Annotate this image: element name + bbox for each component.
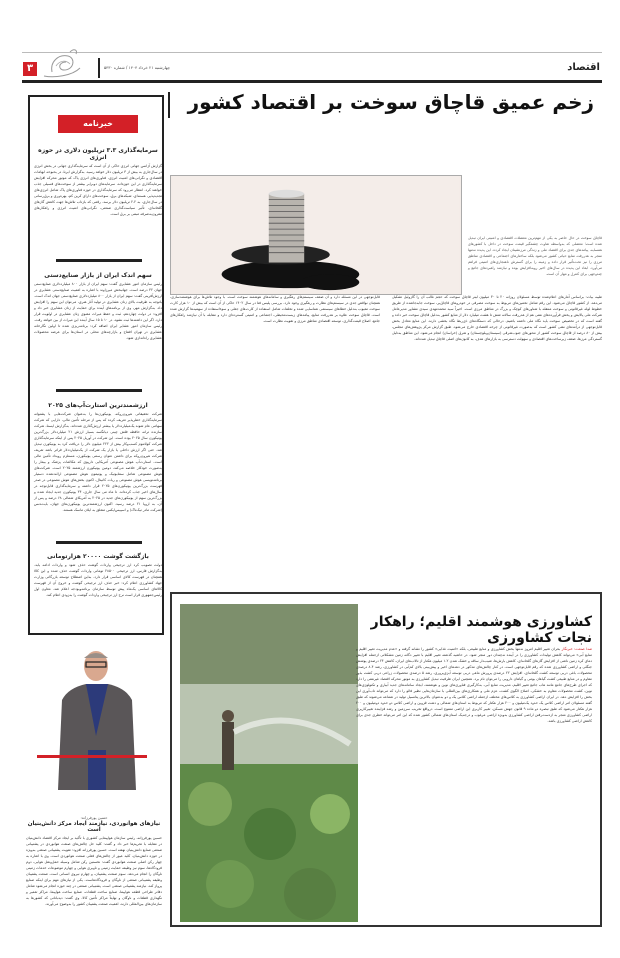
newspaper-logo-icon xyxy=(40,46,90,80)
news-item-body: دولت تصویب کرد ارز ترجیحی واردات گوشت حذف شود و واردات ادامه یابد. به‌گزارش فارس، ارز ترجیحی ۲۸۵۰۰ تومانی واردات گوشت حذف شده و این کالا همچنان در فهرست کالای اساسی قرار دارد. به‌این اصطلاح توسعه بازرگانی وزارت جهاد کشاورزی اعلام کرد: خبر حذف ارز ترجیحی گوشت و خروج آن از فهرست کالاهای اساسی یک‌ماه پیش توسط سازمان برنامه‌وبودجه اعلام شد. معاون اول رئیس‌جمهوری قرار است نرخ ارز ترجیحی واردات گوشت را به‌زودی اعلام کند. xyxy=(34,563,162,597)
news-divider xyxy=(56,541,142,544)
interview-body: حسین پورفرزانه، رئیس سازمان هواپیمایی کشوری با تأکید بر ایجاد مرکز اقتصاد دانش‌بنیان در مقابله با تحریم‌ها خبر داد و گفت: کلید حل چالش‌های صنعت هوانوردی در پشتیبانی صنعتی صنایع دانش‌بنیان نهفته است. حسین پورفرزانه افزود: تقویت پشتیبانی صنعتی به‌ویژه در حوزه دانش‌بنیان، کلید عبور از چالش‌های فعلی صنعت هوانوردی است. وی با اشاره به چهار رکن اصلی صنعت هوانوردی گفت: نخستین رکن شامل وسیله حمل‌ونقل هوایی، دوم فرودگاه‌ها، سوم نیز وظیفه حمایت زمینی و ناوبری هوایی و چهارم موضوعات خدمات زمینی ناوگان را انجام می‌دهد. سوم صنعت پشتیبان، و چهارم نیروی انسانی است. صنعت پشتیبان وظیفه پشتیبانی صنعتی از ناوگان و فرودگاه‌هاست. یکی از نیازهای مهم برای اینکه صنایع پرواز کند، نیازمند پشتیبانی صنعتی است. پشتیبانی صنعتی در چند حوزه انجام می‌شود شامل دفاتر طراحی قطعه هواپیما، صنایع ساخت قطعات، صنایع ساخت هواپیما، مراکز تعمیر و نگهداری قطعات و ناوگان و نهایتاً مراکز تأمین کالا. وی گفت: دیدبانانی که کشورها به سازمان‌های بین‌المللی دارند، اهمیت صنعت پشتیبان کشور را به‌وضوح می‌آورند. xyxy=(26,836,162,906)
portrait-red-rule xyxy=(37,755,147,758)
news-item-title: سهم اندک ایران از بازار صنایع‌دستی xyxy=(44,272,152,279)
bottom-rule xyxy=(22,80,602,83)
news-item-title: سرمایه‌گذاری ۳.۳ تریلیون دلاری در حوزه انرژی xyxy=(38,147,158,161)
news-item xyxy=(34,272,162,341)
news-item-body: شرکت تحقیقاتی هیرون‌روکه، یونیکورن‌ها را به‌عنوان شرکت‌هایی با پشتوانه سرمایه‌گذاری خطرپذیر تعریف کرده که پس از مرحله تأمین مالی، دارایی که شرکت سهامی عام شوند یک‌میلیارددلار یا بیشتر ارزش‌گذاری شده‌اند. به‌گزارش ایسنا، شرکت سازنده ترانه حافظه فلش چینی دیانگسه بسیار ارزش ۲۱ میلیارددلار بزرگ‌ترین یونیکورن سال ۲۰۲۵ بوده است. این شرکت در آوریل ۲۰۲۵ پس از اینکه سرمایه‌گذاری شرکت کوئانتوم کسب‌وکار بیش از ۲۲۲ میلیون دلار را دریافت کرد به یونیکورن تبدیل شد. حتی اگر ارزش داخلی یا بازار یک شرکت از یک‌میلیارددلار فراتر باشد تعریف شرکت هیرون‌روکه برای داشتن عنوان رسمی یونیکورن، مستلزم رویداد تأمین مالی است. استارت‌آپ هوش مصنوعی آمریکایی دارپوی که مکالمات پزشک و بیمار را به‌صورت خودکار خلاصه می‌کند، دومین یونیکورن ارزشمند ۲۰۲۵ است. شرکت‌های هوش مصنوعی شامل ستتابوتیک و پوتیمون هوش مصنوعی ارائه‌دهنده دستیار برنامه‌نویسی هوش مصنوعی و ربات کانیتال، اکنون بخش‌های هوش مصنوعی در صدر فهرست بزرگ‌ترین یونیکورن‌های ۲۰۲۵ قرار داشته و سرمایه‌گذاری قابل‌توجه در سال‌های اخیر جذب کرده‌اند. تا ماه می سال جاری، ۳۴ یونیکورن جدید ایجاد شده و بزرگ‌ترین سهم از یونیکورن‌های جدید در ۲۰۲۵ به آمریکای شمالی ۶۸ درصد و پس از آن، به اروپا ۲۱ درصد رسید. اکنون ارزشمندترین یونیکورن‌های جهان، بایت‌دنس (شرکت مادر تیک‌تاک) و اسپیس‌ایکس متعلق به ایلان ماسک هستند. xyxy=(34,412,163,512)
main-headline: زخم عمیق قاچاق سوخت بر اقتصاد کشور xyxy=(187,90,594,114)
news-item xyxy=(34,553,162,598)
interview-article xyxy=(26,815,162,907)
newspaper-page xyxy=(22,40,602,950)
interview-title: نیازهای هوانوردی، نیازمند ایجاد مرکز دانش‌بنیان است xyxy=(27,821,161,833)
agriculture-headline: کشاورزی هوشمند اقلیم؛ راهکار نجات کشاورزی xyxy=(370,614,592,646)
dateline: چهارشنبه ۲۱ خرداد ۱۴۰۴ / شماره ۵۴۳۰ xyxy=(104,65,171,70)
agriculture-text: بحران تغییر اقلیم امروز نه‌تنها بخش کشاورزی و منابع طبیعی، بلکه «امنیت غذایی» کشور را نشانه گرفته و «عدم مدیریت تغییر اقلیم و منابع آبی» می‌تواند کاهش تولیدات کشاورزی را در آینده نه‌چندان دور منجر شود. در حاشیه گذشته تغییر اقلیم با تغییر دگانه زمین مشکلاتی ازجمله افزایش دمای کره زمین ناشی از افزایش گازهای گلخانه‌ای، کاهش بارش‌ها، شیب‌دار ساقه و خشک شدن ۱.۲ میلیون هکتار از تالاب‌های ایران، کاهش ۲۴ درصدی پوشش جنگلی و اراضی کشاورزی شده که رقم قابل‌توجهی است. در کنار چالش‌های مذکور در دهه‌های اخیر و پیش‌بینی بالای کم‌آبی در کشاورزی، رشد ۸.۴ درصدی محصولات باغی دربی توسعه کشت گلخانه‌ای، افزایش ۲۲ درصدی پرورش ماهی دربی توسعه آبزی‌پروری، رشد ۵ درصدی محصولات زراعی دربی کشت بذور مقاوم و در منابع طبیعی کشت گیاهان بومی و گیاهان دارویی را می‌توان نام برد. همچنین ایران ظرفیت تبدیل کشاورزی به موتور محرکه اقتصاد غیرنفتی را دارد که اجرای طرح‌های جامع مانند هاب جامع تغییر اقلیم، مدیریت منابع آبی، به‌کارگیری فناوری‌های نوین و هوشمند، ایجاد سامانه‌های جدید آبیاری و تکنولوژی‌های نوین، کشت محصولات مقاوم به خشکی، اصلاح الگوی کشت، عزم ملی و همکاری‌های بین‌المللی با سازمان‌هایی نظیر فائو را دارد که می‌تواند تاب‌آوری این بخش را افزایش دهد. در ایران اراضی کشاورزی به کلاس‌های مختلف ازجمله اراضی کلاس یک و دو به‌عنوان بالاترین پتانسیل تولید در شماعه می‌شوند که طبق گفته مسئولان امر اراضی کلاس یک حدود یک‌میلیون و ۲۰۰ هزار هکتار که مربوط به استان‌های شمالی و دشت قزوین و اراضی کلاس دو حدود دومیلیون و ۴۰۰ هزار هکتار می‌شود که طبق تبصره دو ماده ۹ قانون جهش مسکن، تغییر کاربری این اراضی ممنوع است. درواقع تخریب سرزمین و رشد فزاینده تغییرکاربری اراضی کشاورزی منجر به ازدست‌رفتن اراضی کشاورزی به‌ویژه اراضی مرغوب و درجه‌یک استان‌های شمالی کشور شده که این امر می‌تواند خطری جدی برای کاهش اراضی کشاورزی باشد. xyxy=(356,647,593,723)
news-item xyxy=(34,402,162,513)
main-article-column-right: طیبه بیات: براساس آمارهای اعلام‌شده توسط مسئولان روزانه ۲۰ تا ۳۰ میلیون لیتر قاچاق سوخت که حجم غالب آن را گازوئیل تشکیل می‌دهد، از کشور قاچاق می‌شود. این رقم شامل تخمین‌های مربوط به سوخت مصرفی در خودروهای قاچاق‌بر، سوخت جابه‌جاشده از طریق خطوط لوله غیرقانونی و سوخت منتقله با شناورهای کوچک و بزرگ در مناطق مرزی است. اخیراً سید محمدمهدی سیدی مشاور مدیرعامل شرکت ملی پالایش و پخش فرآورده‌های نفتی هم از هدررفت سالانه شش تا هشت میلیارد دلار از منابع کشور به‌دلیل قاچاق سوخت خبر داده و گفته است که در تخصیص سوخت باید نگاه ملی داشته باشیم. درحالی که دستگاه‌های ذی‌ربط نگاه بخشی دارند. این منابع معادل بخش قابل‌توجهی از درآمدهای نفتی کشور است که به‌صورت غیرقانونی از چرخه اقتصادی خارج می‌شود. طبق گزارش مرکز پژوهش‌های مجلس، بیش از ۸۰ درصد از قاچاق سوخت کشور از محورهای جنوب‌شرقی (سیستان‌وبلوچستان) و شرق (خراسان) انجام می‌شود. این مناطق به‌دلیل گستردگی مرزها، ضعف زیرساخت‌های اقتصادی و سهولت دسترسی به بازارهای هدف، به کانون‌های اصلی قاچاق تبدیل شده‌اند. xyxy=(392,295,602,341)
news-divider xyxy=(56,389,142,392)
main-article-body xyxy=(170,294,602,580)
news-column-tag: خبرنامه xyxy=(58,115,138,133)
top-rule xyxy=(22,52,602,53)
interview-kicker: حسین پورفرزانه: xyxy=(80,815,108,820)
main-article-column-left: قابل‌توجهی در این مسئله دارد و آن ضعف سیستم‌های رهگیری و سامانه‌های هوشمند سوخت است. با وجود تلاش‌ها برای هوشمندسازی، همچنان نواقص جدی در سیستم‌های نظارت و رهگیری وجود دارد. بررسی پلیس فتا در سال ۱۴۰۲ حاکی از آن است که بیش از ۱۰ هزار کارت سوخت معیوب به‌دلیل خطاهای سیستمی شناسایی شده و تخلفات شامل استفاده از کارت‌های جعلی و سوءاستفاده از سهمیه‌ها گزارش شده است. قاچاق سوخت علاوه بر هدررفت منابع، پیامدهای زیست‌محیطی، اجتماعی و امنیتی گسترده‌ای دارد و مقابله با آن نیازمند راهکارهای جامع، اصلاح قیمت‌گذاری، توسعه اقتصادی مناطق مرزی و تقویت نظارت است. xyxy=(170,295,380,323)
fuel-coins-photo xyxy=(170,175,462,295)
irrigation-photo xyxy=(180,604,358,922)
section-title: اقتصاد xyxy=(567,62,600,73)
masthead-separator xyxy=(98,58,100,78)
portrait-photo xyxy=(28,640,164,790)
agriculture-article xyxy=(170,592,602,927)
news-divider xyxy=(56,259,142,262)
news-item xyxy=(34,147,162,217)
news-item-body: رئیس سازمان امور عشایری گفت: سهم ایران از بازار ۸۰۰ میلیارددلاری صنایع‌دستی جهان ۳۲ درصد است. جهانبخش میرزاوند با اشاره به اهمیت صنایع‌دستی عشایری در ارزش‌آفرینی گفت: سهم ایران از بازار ۸۰۰ میلیارددلاری صنایع‌دستی جهان اندک است. باتوجه به ظرفیت بالای زنان عشایری در تولید آثار هنری، می‌توان این سهم را افزایش داد. به‌گزارش مهر، وی از برنامه‌های آینده برای حمایت از زنان عشایری خبر داد و افزود: در دولت چهاردهم، ثبت و حفظ میراث معنوی زنان عشایری در اولویت قرار دارد. اگر این داشته‌ها ثبت نشود، در ۱۰ تا ۱۵ سال آینده این میراث از بین خواهد رفت. رئیس سازمان امور عشایر ایران اضافه کرد: برنامه‌ریزی شده تا اولین نگارخانه عشایری در تهران افتتاح و بازارچه‌های محلی در استان‌ها برای عرضه محصولات عشایری راه‌اندازی شود. xyxy=(34,282,162,340)
page-number-badge: ۳ xyxy=(23,62,37,76)
news-item-body: گزارش آژانس جهانی انرژی حاکی از آن است که سرمایه‌گذاری جهانی در بخش انرژی در سال‌جاری به بیش از ۳ تریلیون دلار خواهد رسید. به‌گزارش ایرنا، در بحبوحه ابهامات اقتصادی و نگرانی‌های امنیت انرژی، فناوری‌های انرژی پاک که موتور محرکه افزایش سرمایه‌گذاری در این حوزه‌اند، سرمایه‌های دوبرابر بیشتر از سوخت‌های فسیلی جذب خواهند کرد. انتظار می‌رود که سرمایه‌گذاری در حوزه فناوری‌های پاک شامل انرژی‌های تجدیدپذیر، هسته‌ای، شبکه‌های برق، سوخت‌های دارای کربن کم، بهره‌وری و برق‌رسانی در سال‌جاری، به ۲.۲ تریلیون دلار برسد. رقمی که بازتاب تلاش‌ها جهت کاهش گازهای گلخانه‌ای، تأثیر سیاست‌گذاری صنعتی، نگرانی‌های امنیت انرژی و راهکارهای مقرون‌به‌صرفه مبتنی بر برق است. xyxy=(34,164,163,216)
news-item-title: بازگشت گوشت ۲۰۰۰۰ هزارتومانی xyxy=(47,553,149,560)
news-item-title: ارزشمندترین استارت‌آپ‌های ۲۰۲۵ xyxy=(48,402,148,409)
news-column xyxy=(28,95,164,635)
agriculture-source: صدا صنعت: خبرنگار xyxy=(561,647,593,651)
masthead xyxy=(22,46,602,86)
agriculture-body xyxy=(356,646,592,724)
main-image-caption: قاچاق سوخت در حال حاضر به یکی از مهم‌ترین معضلات اقتصادی و امنیتی ایران تبدیل شده است؛ معضلی که به‌واسطه تفاوت چشمگیر قیمت سوخت در داخل با کشورهای همسایه، پیامدهای جدی برای اقتصاد ملی و زندگی مرزنشینان ایجاد کرده. این پدیده نه‌تنها منجر به هدررفت منابع حیاتی کشور می‌شود بلکه ساختارهای اجتماعی و اقتصادی مناطق مرزی را نیز تحت‌تأثیر قرار داده و زمینه را برای گسترش ناهنجاری‌های امنیتی فراهم می‌آورد. ابعاد این پدیده در سال‌های اخیر روبه‌افزایش بوده و نیازمند راهبردهای جامع و چندوجهی برای کنترل و مهار آن است. xyxy=(468,236,602,276)
